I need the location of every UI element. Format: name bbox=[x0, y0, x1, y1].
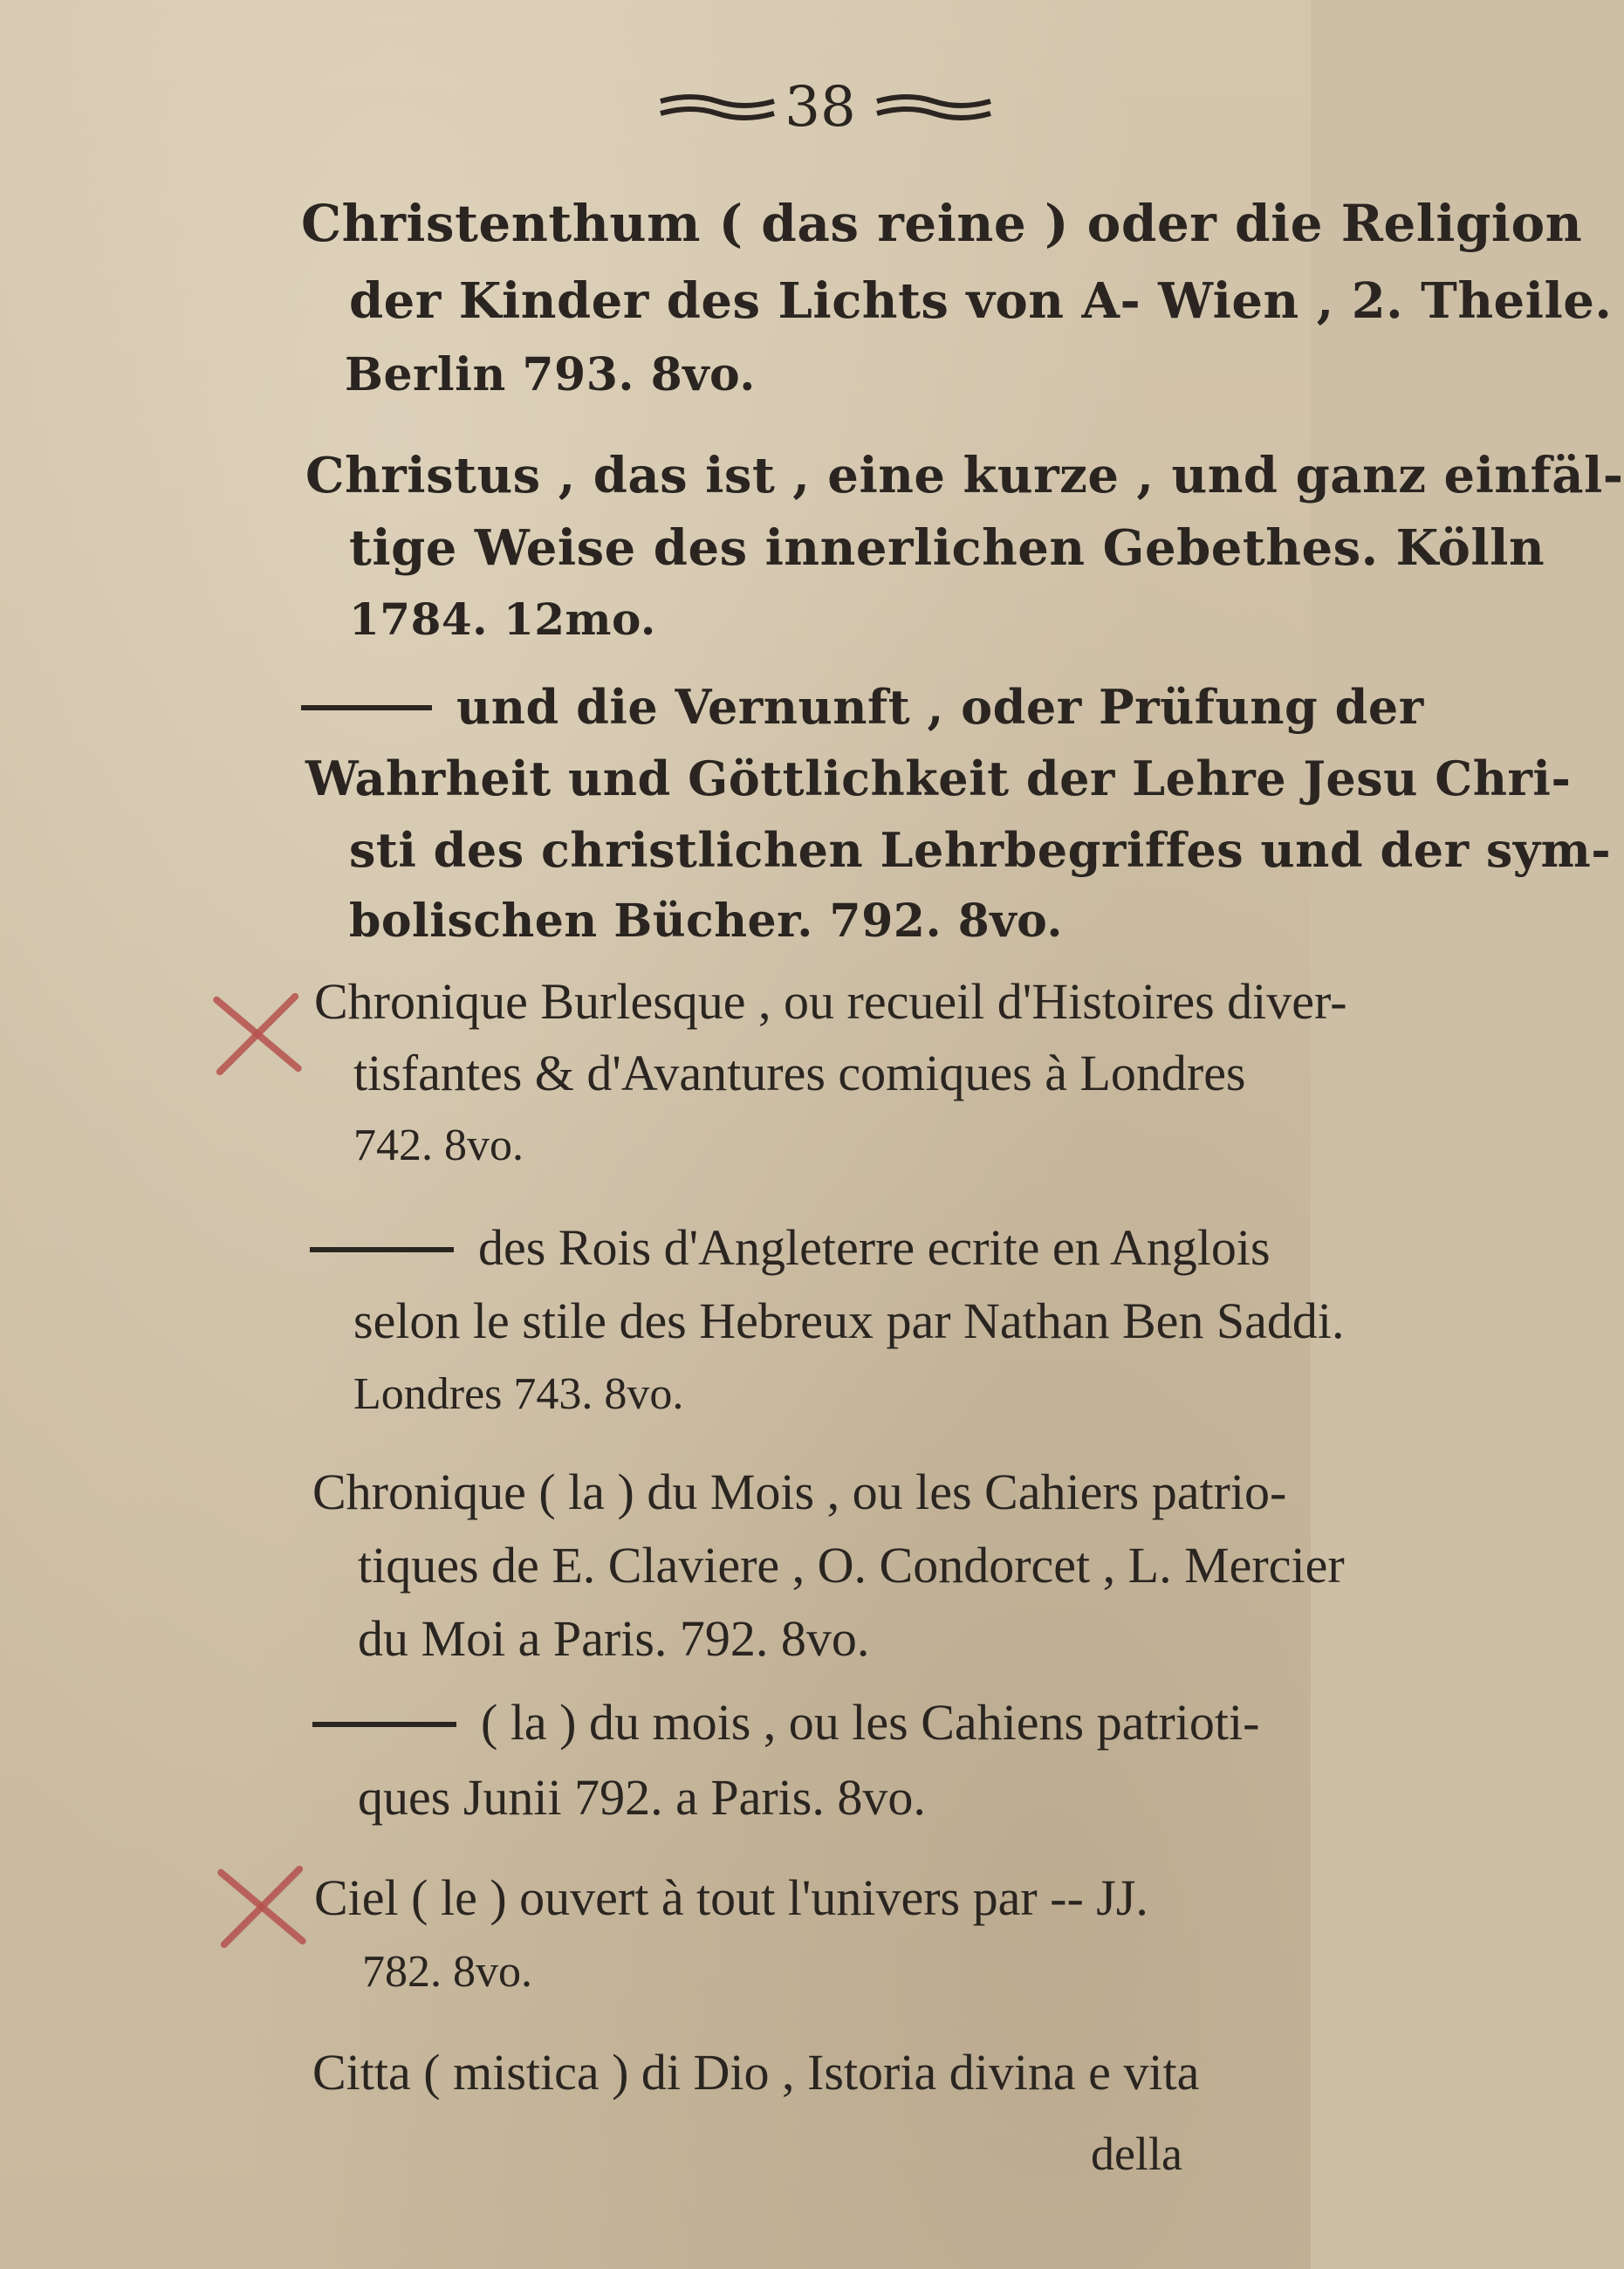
entry-line: der Kinder des Lichts von A- Wien , 2. Theile. bbox=[349, 272, 1613, 330]
ditto-dash bbox=[301, 705, 432, 710]
entry-line: 782. 8vo. bbox=[362, 1947, 532, 1997]
entry-line: bolischen Bücher. 792. 8vo. bbox=[349, 895, 1063, 948]
ditto-dash bbox=[310, 1247, 454, 1252]
entry-line bbox=[301, 681, 1424, 733]
entry-line: Chronique Burlesque , ou recueil d'Histoires diver- bbox=[314, 973, 1347, 1030]
ditto-dash bbox=[312, 1722, 456, 1727]
entry-line-text: des Rois d'Angleterre ecrite en Anglois bbox=[478, 1219, 1271, 1276]
entry-line: Christus , das ist , eine kurze , und ganz einfäl- bbox=[305, 447, 1624, 504]
red-cross-mark-icon bbox=[209, 986, 305, 1082]
entry-line: tisfantes & d'Avantures comiques à Londres bbox=[353, 1045, 1246, 1101]
page-header bbox=[0, 77, 1311, 138]
entry-line-text: und die Vernunft , oder Prüfung der bbox=[456, 679, 1424, 735]
entry-line: Citta ( mistica ) di Dio , Istoria divina e vita bbox=[312, 2044, 1200, 2101]
entry-line-text: ( la ) du mois , ou les Cahiens patrioti- bbox=[481, 1694, 1260, 1751]
entry-line: tige Weise des innerlichen Gebethes. Kölln bbox=[349, 519, 1545, 577]
entry-line: Londres 743. 8vo. bbox=[353, 1369, 684, 1419]
entry-line: ques Junii 792. a Paris. 8vo. bbox=[358, 1769, 926, 1826]
entry-line: Christenthum ( das reine ) oder die Religion bbox=[301, 194, 1583, 253]
entry-line: 1784. 12mo. bbox=[349, 593, 656, 645]
entry-line: Ciel ( le ) ouvert à tout l'univers par -- JJ. bbox=[314, 1869, 1148, 1926]
entry-line bbox=[310, 1219, 1271, 1276]
ornament-right-icon bbox=[873, 93, 995, 122]
entry-line: Chronique ( la ) du Mois , ou les Cahiers patrio- bbox=[312, 1464, 1287, 1520]
entry-line bbox=[312, 1694, 1260, 1751]
entry-line: tiques de E. Claviere , O. Condorcet , L. Mercier bbox=[358, 1537, 1345, 1594]
entry-line: Berlin 793. 8vo. bbox=[345, 348, 756, 401]
entry-line: Wahrheit und Göttlichkeit der Lehre Jesu Chri- bbox=[305, 751, 1572, 806]
red-cross-mark-icon bbox=[214, 1859, 310, 1955]
entry-line: selon le stile des Hebreux par Nathan Ben Saddi. bbox=[353, 1292, 1345, 1349]
entry-line: sti des christlichen Lehrbegriffes und der sym- bbox=[349, 822, 1612, 878]
page-number: 38 bbox=[785, 75, 856, 140]
catchword: della bbox=[1091, 2128, 1182, 2180]
ornament-left-icon bbox=[656, 93, 778, 122]
entry-line: du Moi a Paris. 792. 8vo. bbox=[358, 1610, 870, 1667]
entry-line: 742. 8vo. bbox=[353, 1121, 524, 1170]
